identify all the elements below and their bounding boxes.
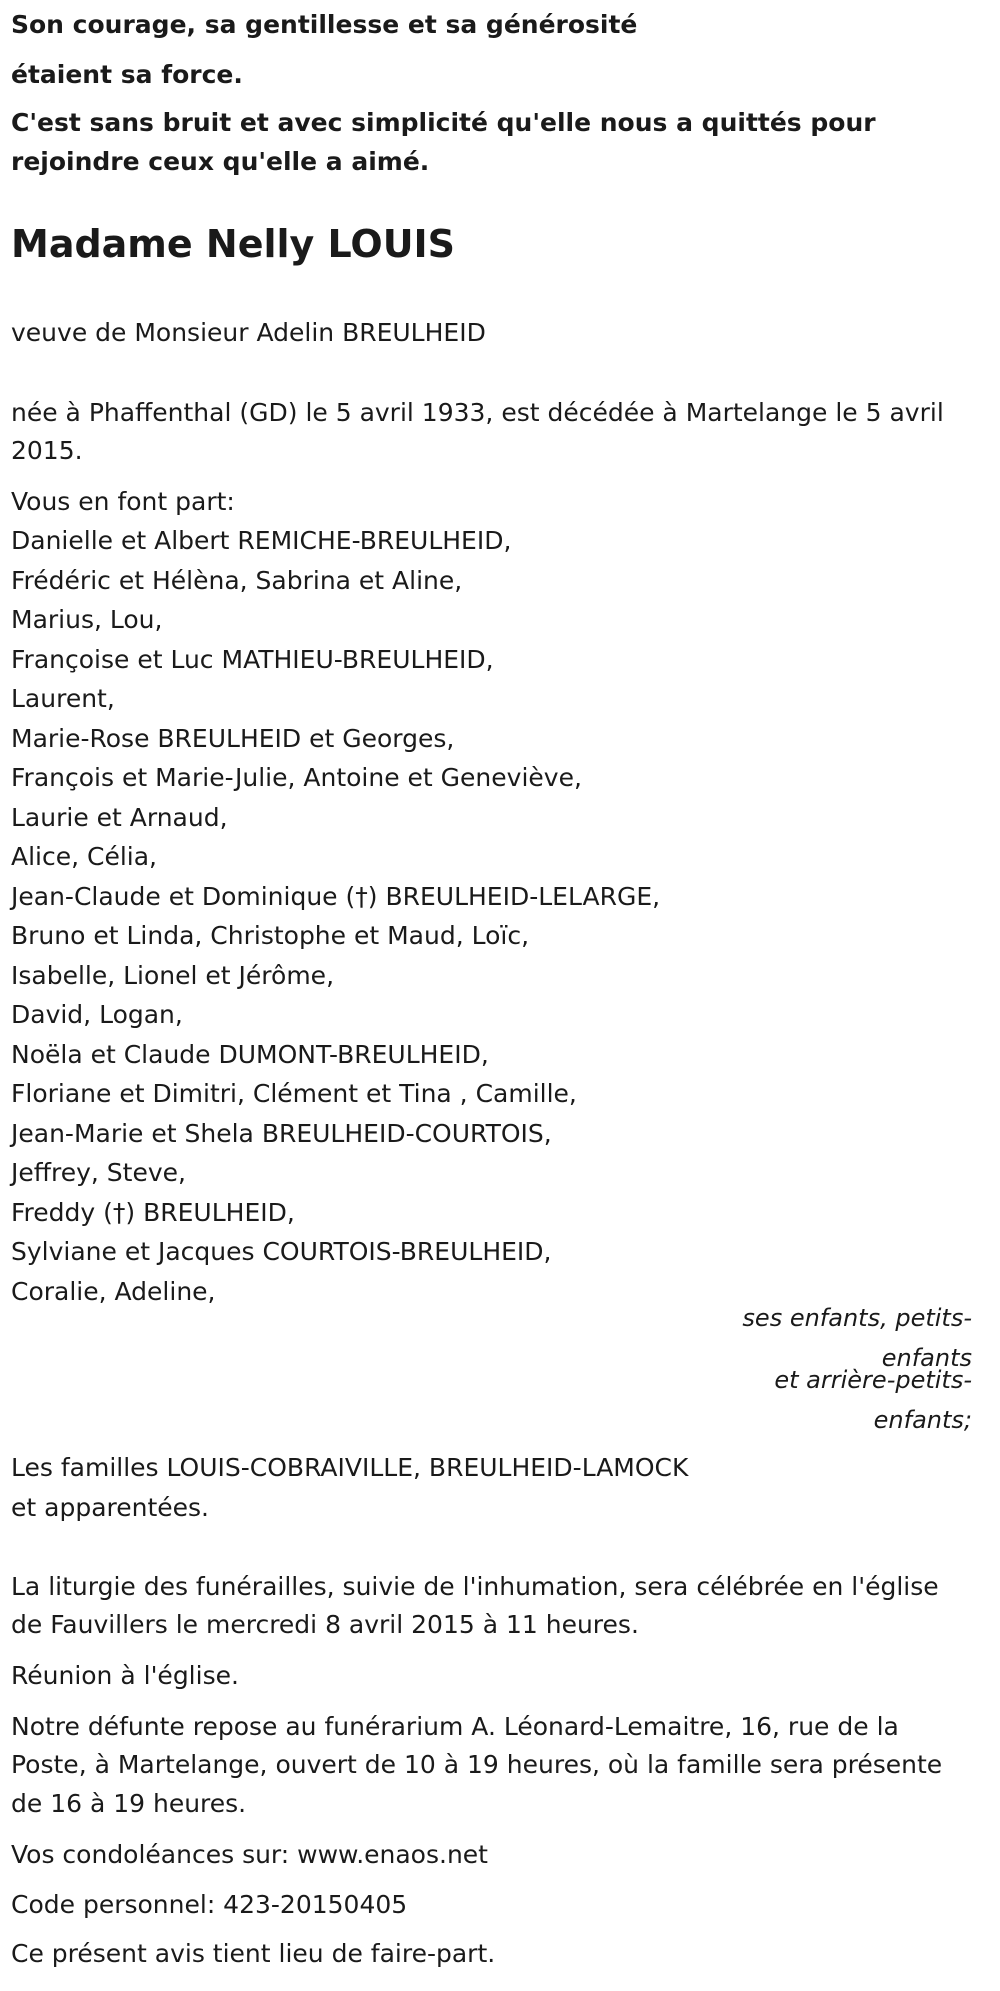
family-line: Marie-Rose BREULHEID et Georges, <box>11 724 455 753</box>
family-line: Bruno et Linda, Christophe et Maud, Loïc, <box>11 921 530 950</box>
widow-of: veuve de Monsieur Adelin BREULHEID <box>11 318 486 347</box>
birth-death-line: née à Phaffenthal (GD) le 5 avril 1933, est décédée à Martelange le 5 avril <box>11 398 944 427</box>
family-line: Laurent, <box>11 684 115 713</box>
intro-line: rejoindre ceux qu'elle a aimé. <box>11 147 430 176</box>
meeting-line: Réunion à l'église. <box>11 1661 239 1690</box>
family-line: Floriane et Dimitri, Clément et Tina , Camille, <box>11 1079 577 1108</box>
notice-line: Ce présent avis tient lieu de faire-part. <box>11 1939 496 1968</box>
family-line: Jeffrey, Steve, <box>11 1158 186 1187</box>
rest-line: Notre défunte repose au funérarium A. Léonard-Lemaitre, 16, rue de la <box>11 1712 899 1741</box>
family-line: Laurie et Arnaud, <box>11 803 228 832</box>
family-line: Coralie, Adeline, <box>11 1277 216 1306</box>
intro-line: étaient sa force. <box>11 60 243 89</box>
family-line: François et Marie-Julie, Antoine et Geneviève, <box>11 763 582 792</box>
family-line: Françoise et Luc MATHIEU-BREULHEID, <box>11 645 494 674</box>
family-line: Jean-Claude et Dominique (†) BREULHEID-LELARGE, <box>11 882 661 911</box>
family-line: Sylviane et Jacques COURTOIS-BREULHEID, <box>11 1237 552 1266</box>
family-line: Frédéric et Hélèna, Sabrina et Aline, <box>11 566 463 595</box>
relation-label: enfants <box>881 1344 972 1372</box>
family-line: Alice, Célia, <box>11 842 158 871</box>
intro-line: C'est sans bruit et avec simplicité qu'elle nous a quittés pour <box>11 108 876 137</box>
family-line: Marius, Lou, <box>11 605 163 634</box>
family-line: Freddy (†) BREULHEID, <box>11 1198 295 1227</box>
family-line: Isabelle, Lionel et Jérôme, <box>11 961 335 990</box>
liturgy-line: de Fauvillers le mercredi 8 avril 2015 à 11 heures. <box>11 1610 639 1639</box>
deceased-name: Madame Nelly LOUIS <box>11 222 456 266</box>
families-line: Les familles LOUIS-COBRAIVILLE, BREULHEID-LAMOCK <box>11 1453 689 1482</box>
family-line: David, Logan, <box>11 1000 183 1029</box>
condolences-line: Vos condoléances sur: www.enaos.net <box>11 1840 488 1869</box>
families-line: et apparentées. <box>11 1493 209 1522</box>
family-line: Jean-Marie et Shela BREULHEID-COURTOIS, <box>11 1119 552 1148</box>
family-intro: Vous en font part: <box>11 487 235 516</box>
family-line: Danielle et Albert REMICHE-BREULHEID, <box>11 526 512 555</box>
liturgy-line: La liturgie des funérailles, suivie de l'inhumation, sera célébrée en l'église <box>11 1572 939 1601</box>
rest-line: de 16 à 19 heures. <box>11 1789 247 1818</box>
family-line: Noëla et Claude DUMONT-BREULHEID, <box>11 1040 489 1069</box>
rest-line: Poste, à Martelange, ouvert de 10 à 19 heures, où la famille sera présente <box>11 1750 943 1779</box>
relation-label: enfants; <box>873 1406 972 1434</box>
intro-line: Son courage, sa gentillesse et sa générosité <box>11 10 638 39</box>
relation-label: ses enfants, petits- <box>742 1304 972 1332</box>
birth-death-line: 2015. <box>11 436 83 465</box>
personal-code: Code personnel: 423-20150405 <box>11 1890 408 1919</box>
relation-label: et arrière-petits- <box>774 1366 972 1394</box>
